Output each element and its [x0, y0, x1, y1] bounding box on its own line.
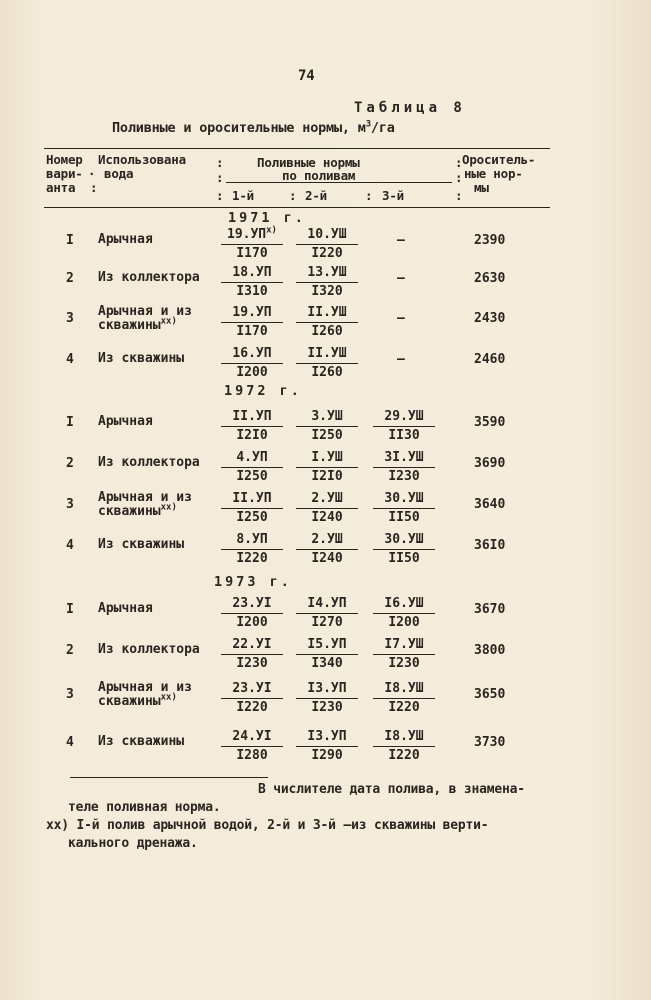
irrigation-date: 16.УП — [221, 346, 283, 364]
water-source — [98, 352, 184, 366]
irrigation-date: I6.УШ — [373, 596, 435, 614]
irrigation-cell — [296, 729, 358, 764]
water-source-line1: Из коллектора — [98, 455, 200, 470]
header-variant-2: вари- — [46, 166, 83, 181]
irrigation-total: 3650 — [474, 687, 506, 702]
header-first: 1-й — [232, 188, 254, 203]
water-source-line2: скважины — [98, 318, 161, 333]
irrigation-cell — [373, 637, 435, 672]
variant-number: I — [66, 233, 74, 248]
irrigation-cell — [296, 532, 358, 567]
irrigation-date: I3.УП — [296, 729, 358, 747]
irrigation-norm: I250 — [311, 428, 343, 443]
footnote-mark: x) — [266, 225, 277, 236]
irrigation-cell — [221, 409, 283, 444]
irrigation-date: 22.УI — [221, 637, 283, 655]
irrigation-date: 10.УШ — [296, 227, 358, 245]
footnote-rule — [70, 777, 268, 778]
irrigation-cell — [221, 491, 283, 526]
water-source-line2: скважины — [98, 694, 161, 709]
irrigation-norm: I250 — [236, 510, 268, 525]
water-source-line1: Из коллектора — [98, 270, 200, 285]
header-total-1: Ороситель- — [462, 152, 536, 167]
irrigation-norm: I200 — [236, 615, 268, 630]
irrigation-norm: I260 — [311, 365, 343, 380]
water-source — [98, 538, 184, 552]
irrigation-norm: I280 — [236, 748, 268, 763]
irrigation-cell — [373, 491, 435, 526]
water-source-line1: Из скважины — [98, 537, 185, 552]
irrigation-cell — [373, 450, 435, 485]
year-label: 1972 г. — [224, 383, 302, 399]
irrigation-norm: I220 — [388, 748, 420, 763]
water-source-line1: Арычная — [98, 601, 153, 616]
irrigation-norm: I290 — [311, 748, 343, 763]
footnote-2b: кального дренажа. — [68, 836, 198, 851]
irrigation-total: 36I0 — [474, 538, 506, 553]
irrigation-date: 23.УI — [221, 596, 283, 614]
irrigation-cell — [221, 532, 283, 567]
water-source — [98, 456, 200, 470]
variant-number: 4 — [66, 538, 74, 553]
sep: : — [365, 188, 373, 203]
irrigation-total: 3800 — [474, 643, 506, 658]
page-number: 74 — [298, 68, 315, 84]
irrigation-cell — [221, 227, 283, 262]
irrigation-date: 29.УШ — [373, 409, 435, 427]
irrigation-cell — [373, 532, 435, 567]
variant-number: I — [66, 602, 74, 617]
footnote-mark: xx) — [160, 692, 177, 703]
footnote-1a: В числителе дата полива, в знамена- — [258, 782, 525, 797]
irrigation-norm: I270 — [311, 615, 343, 630]
irrigation-norm: I200 — [388, 615, 420, 630]
irrigation-norm: I230 — [311, 700, 343, 715]
water-source-line1: Арычная — [98, 232, 153, 247]
no-third-irrigation: – — [397, 271, 405, 286]
irrigation-total: 2430 — [474, 311, 506, 326]
sep: : — [90, 180, 98, 195]
water-source — [98, 681, 192, 709]
irrigation-cell — [296, 596, 358, 631]
irrigation-cell — [221, 637, 283, 672]
irrigation-total: 3730 — [474, 735, 506, 750]
irrigation-norm: I220 — [311, 246, 343, 261]
irrigation-total: 2630 — [474, 271, 506, 286]
irrigation-total: 2460 — [474, 352, 506, 367]
irrigation-date: 3I.УШ — [373, 450, 435, 468]
variant-number: 3 — [66, 497, 74, 512]
irrigation-norm: I220 — [236, 551, 268, 566]
water-source-line1: Из скважины — [98, 734, 185, 749]
irrigation-date: 3.УШ — [296, 409, 358, 427]
irrigation-norm: I220 — [236, 700, 268, 715]
header-top-rule — [44, 148, 550, 149]
no-third-irrigation: – — [397, 233, 405, 248]
water-source — [98, 271, 200, 285]
irrigation-date: 19.УП — [221, 305, 283, 323]
variant-number: 2 — [66, 643, 74, 658]
irrigation-date: II.УП — [221, 491, 283, 509]
variant-number: 4 — [66, 735, 74, 750]
irrigation-cell — [296, 227, 358, 262]
year-label: 1971 г. — [228, 210, 306, 226]
irrigation-norm: I220 — [388, 700, 420, 715]
header-bottom-rule — [44, 207, 550, 208]
irrigation-cell — [296, 346, 358, 381]
irrigation-cell — [296, 450, 358, 485]
irrigation-norm: II30 — [388, 428, 420, 443]
irrigation-norm: II50 — [388, 551, 420, 566]
sep: : — [216, 170, 224, 185]
irrigation-norm: I200 — [236, 365, 268, 380]
water-source — [98, 305, 192, 333]
water-source-line1: Из коллектора — [98, 642, 200, 657]
irrigation-norm: I230 — [388, 656, 420, 671]
header-water-1: Использована — [98, 152, 186, 167]
water-source — [98, 735, 184, 749]
footnote-1b: теле поливная норма. — [68, 800, 221, 815]
water-source — [98, 602, 153, 616]
irrigation-cell — [221, 729, 283, 764]
sep: : — [216, 155, 224, 170]
water-source-line1: Из скважины — [98, 351, 185, 366]
irrigation-cell — [221, 265, 283, 300]
water-source — [98, 491, 192, 519]
irrigation-norm: I170 — [236, 324, 268, 339]
header-total-2: ные нор- — [464, 166, 523, 181]
no-third-irrigation: – — [397, 352, 405, 367]
header-variant-3: анта — [46, 180, 76, 195]
header-variant-1: Номер — [46, 152, 83, 167]
irrigation-cell — [221, 596, 283, 631]
no-third-irrigation: – — [397, 311, 405, 326]
water-source — [98, 233, 153, 247]
irrigation-norm: I230 — [236, 656, 268, 671]
irrigation-date: 30.УШ — [373, 491, 435, 509]
irrigation-cell — [373, 596, 435, 631]
irrigation-norm: I2I0 — [236, 428, 268, 443]
irrigation-cell — [221, 346, 283, 381]
irrigation-norm: I240 — [311, 551, 343, 566]
sep: : — [289, 188, 297, 203]
header-second: 2-й — [305, 188, 327, 203]
irrigation-date: 8.УП — [221, 532, 283, 550]
water-source-line1: Арычная — [98, 414, 153, 429]
variant-number: 4 — [66, 352, 74, 367]
water-source-line1: Арычная и из — [98, 490, 192, 505]
irrigation-cell — [373, 681, 435, 716]
water-source-line1: Арычная и из — [98, 304, 192, 319]
sep: : — [216, 188, 224, 203]
irrigation-date: 18.УП — [221, 265, 283, 283]
header-by-irrigation: по поливам — [282, 168, 356, 183]
irrigation-date: II.УШ — [296, 346, 358, 364]
irrigation-date: 2.УШ — [296, 491, 358, 509]
header-water-2: вода — [104, 166, 134, 181]
variant-number: 3 — [66, 311, 74, 326]
sep: : — [455, 155, 463, 170]
variant-number: 3 — [66, 687, 74, 702]
irrigation-date: I4.УП — [296, 596, 358, 614]
irrigation-cell — [373, 729, 435, 764]
variant-number: I — [66, 415, 74, 430]
year-label: 1973 г. — [214, 574, 292, 590]
irrigation-cell — [221, 681, 283, 716]
sep: · — [88, 166, 96, 181]
irrigation-norm: I170 — [236, 246, 268, 261]
irrigation-norm: I310 — [236, 284, 268, 299]
irrigation-cell — [296, 491, 358, 526]
irrigation-norm: I240 — [311, 510, 343, 525]
irrigation-norm: I2I0 — [311, 469, 343, 484]
footnote-mark: xx) — [160, 316, 177, 327]
irrigation-norm: I250 — [236, 469, 268, 484]
irrigation-cell — [296, 305, 358, 340]
irrigation-date: I8.УШ — [373, 729, 435, 747]
irrigation-cell — [373, 409, 435, 444]
irrigation-date: I8.УШ — [373, 681, 435, 699]
footnote-mark: xx) — [160, 502, 177, 513]
irrigation-total: 3690 — [474, 456, 506, 471]
irrigation-total: 3640 — [474, 497, 506, 512]
irrigation-norm: I230 — [388, 469, 420, 484]
water-source-line1: Арычная и из — [98, 680, 192, 695]
sep: : — [455, 188, 463, 203]
irrigation-date: I3.УП — [296, 681, 358, 699]
irrigation-total: 2390 — [474, 233, 506, 248]
irrigation-total: 3590 — [474, 415, 506, 430]
irrigation-cell — [221, 305, 283, 340]
irrigation-cell — [296, 637, 358, 672]
variant-number: 2 — [66, 456, 74, 471]
water-source-line2: скважины — [98, 504, 161, 519]
irrigation-date: II.УП — [221, 409, 283, 427]
irrigation-cell — [221, 450, 283, 485]
irrigation-total: 3670 — [474, 602, 506, 617]
table-label: Таблица 8 — [354, 100, 466, 116]
variant-number: 2 — [66, 271, 74, 286]
irrigation-date: 30.УШ — [373, 532, 435, 550]
irrigation-date: II.УШ — [296, 305, 358, 323]
irrigation-date: 19.УП$^{x)}$ — [221, 227, 283, 245]
irrigation-norm: I320 — [311, 284, 343, 299]
header-total-3: мы — [474, 180, 489, 195]
footnote-2a: хх) I-й полив арычной водой, 2-й и 3-й –из скважины верти- — [46, 818, 489, 833]
irrigation-date: 2.УШ — [296, 532, 358, 550]
table-title: Поливные и оросительные нормы, $м^3/га$ — [112, 119, 395, 136]
irrigation-date: 23.УI — [221, 681, 283, 699]
header-irrigation-norms: Поливные нормы — [257, 155, 360, 170]
water-source — [98, 643, 200, 657]
irrigation-cell — [296, 681, 358, 716]
irrigation-cell — [296, 409, 358, 444]
irrigation-norm: I340 — [311, 656, 343, 671]
irrigation-date: I7.УШ — [373, 637, 435, 655]
irrigation-norm: I260 — [311, 324, 343, 339]
irrigation-cell — [296, 265, 358, 300]
irrigation-date: 13.УШ — [296, 265, 358, 283]
irrigation-date: 4.УП — [221, 450, 283, 468]
irrigation-date: I5.УП — [296, 637, 358, 655]
sep: : — [455, 170, 463, 185]
water-source — [98, 415, 153, 429]
irrigation-date: I.УШ — [296, 450, 358, 468]
header-third: 3-й — [382, 188, 404, 203]
irrigation-norm: II50 — [388, 510, 420, 525]
irrigation-date: 24.УI — [221, 729, 283, 747]
